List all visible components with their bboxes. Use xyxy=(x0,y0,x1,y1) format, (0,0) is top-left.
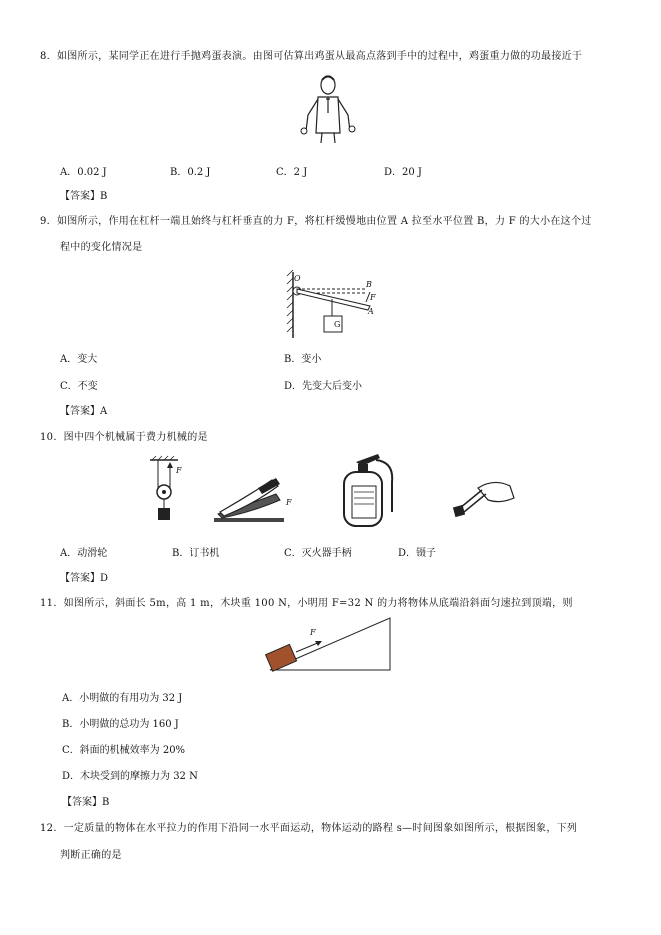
q10-option-b: B．订书机 xyxy=(172,548,220,559)
q11-option-c: C．斜面的机械效率为 20% xyxy=(62,745,186,756)
q11-option-b: B．小明做的总功为 160 J xyxy=(62,719,179,730)
q11-option-d: D．木块受到的摩擦力为 32 N xyxy=(62,771,198,782)
q9-label-a: A xyxy=(368,307,375,316)
q8-option-b: B．0.2 J xyxy=(170,167,211,178)
q11-text: 11．如图所示，斜面长 5m，高 1 m，木块重 100 N，小明用 F=32 N 的力将物体从底端沿斜面匀速拉到顶端，则 xyxy=(40,598,573,609)
q9-label-o: O xyxy=(294,274,301,283)
q11-answer: 【答案】B xyxy=(62,797,110,808)
q11-label-f: F xyxy=(310,628,316,637)
q8-option-a: A．0.02 J xyxy=(60,167,107,178)
q8-answer: 【答案】B xyxy=(60,191,108,202)
q10-label-f2: F xyxy=(286,498,292,507)
q12-text-line2: 判断正确的是 xyxy=(60,850,122,861)
q9-option-b: B．变小 xyxy=(284,354,322,365)
q9-text-line2: 程中的变化情况是 xyxy=(60,242,143,253)
q9-label-f: F xyxy=(370,293,376,302)
q8-option-c: C．2 J xyxy=(276,167,308,178)
q9-answer: 【答案】A xyxy=(60,406,108,417)
juggler-figure xyxy=(296,73,360,143)
q10-label-f1: F xyxy=(176,466,182,475)
q10-option-d: D．镊子 xyxy=(398,548,437,559)
q9-option-a: A．变大 xyxy=(60,354,98,365)
q9-option-d: D．先变大后变小 xyxy=(284,381,363,392)
incline-diagram xyxy=(262,614,394,672)
q9-label-b: B xyxy=(366,280,373,289)
q9-text-line1: 9．如图所示，作用在杠杆一端且始终与杠杆垂直的力 F，将杠杆缓慢地由位置 A 拉至水平位置 B，力 F 的大小在这个过 xyxy=(40,216,592,227)
q8-option-d: D．20 J xyxy=(384,167,422,178)
tweezers-figure xyxy=(448,470,518,522)
q10-option-c: C．灭火器手柄 xyxy=(284,548,352,559)
q10-option-a: A．动滑轮 xyxy=(60,548,108,559)
q10-text: 10．图中四个机械属于费力机械的是 xyxy=(40,432,208,443)
q10-answer: 【答案】D xyxy=(60,573,109,584)
extinguisher-figure xyxy=(334,452,398,528)
stapler-figure xyxy=(210,474,290,524)
q8-text: 8．如图所示，某同学正在进行手抛鸡蛋表演。由图可估算出鸡蛋从最高点落到手中的过程中，鸡蛋重力做的功最接近于 xyxy=(40,51,583,62)
q9-label-g: G xyxy=(334,320,341,329)
q9-option-c: C．不变 xyxy=(60,381,98,392)
q12-text-line1: 12．一定质量的物体在水平拉力的作用下沿同一水平面运动，物体运动的路程 s—时间图象如图所示，根据图象，下列 xyxy=(40,823,578,834)
q11-option-a: A．小明做的有用功为 32 J xyxy=(62,693,183,704)
